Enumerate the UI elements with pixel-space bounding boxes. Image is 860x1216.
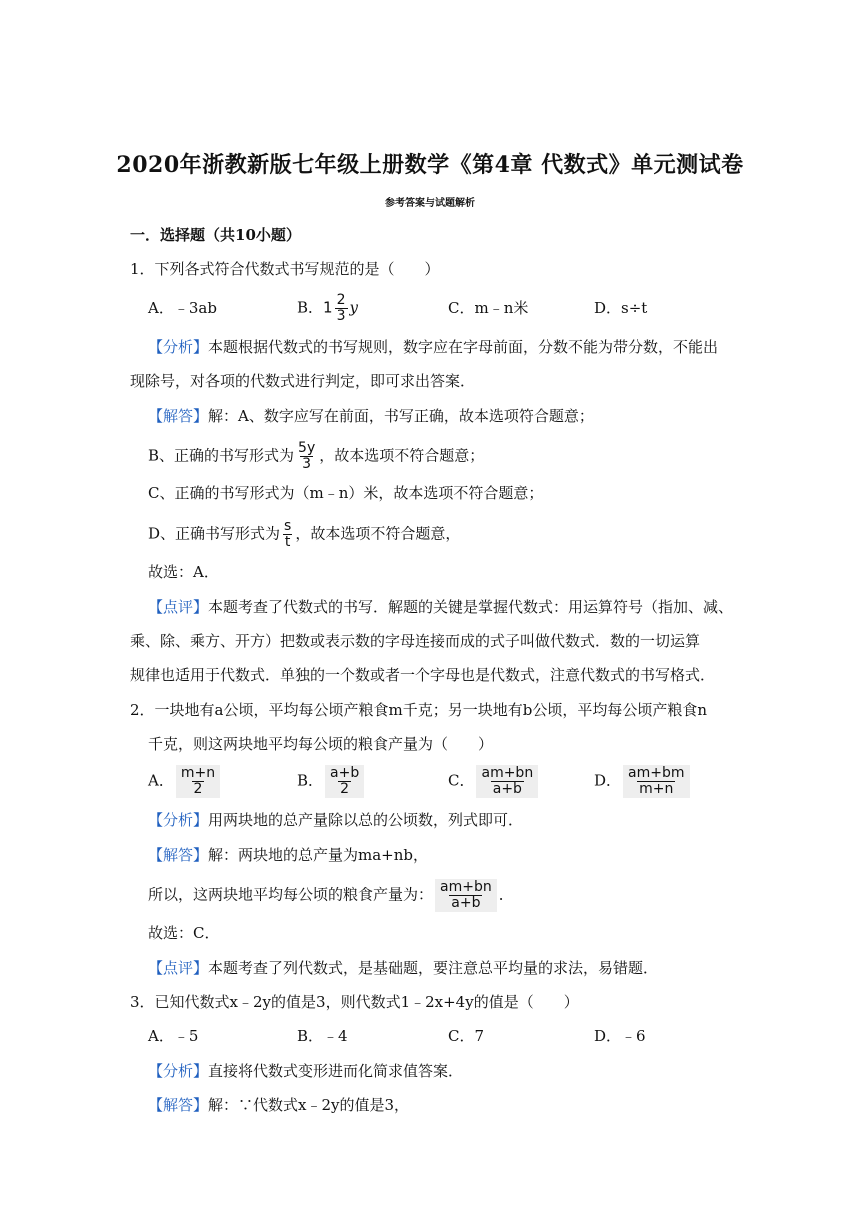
fraction-numerator: s xyxy=(284,518,292,534)
fraction-numerator: m+n xyxy=(180,765,216,781)
q2-option-a xyxy=(148,765,222,798)
q2-answer xyxy=(148,845,428,865)
q2-option-a-label: A． xyxy=(148,771,174,790)
fraction-denominator: 2 xyxy=(193,781,203,797)
answer-text: 解：A、数字应写在前面，书写正确，故本选项符合题意； xyxy=(208,407,594,425)
q2-option-c xyxy=(448,765,540,798)
q1-option-b-variable: y xyxy=(349,298,358,317)
q1-answer-c: C、正确的书写形式为（m﹣n）米，故本选项不符合题意； xyxy=(148,484,544,502)
q1-answer xyxy=(148,406,594,426)
q2-option-c-label: C． xyxy=(448,771,475,790)
q3-analysis xyxy=(148,1061,463,1081)
answer-text: 解：∵代数式x﹣2y的值是3， xyxy=(208,1096,410,1114)
page-title: 2020年浙教新版七年级上册数学《第4章 代数式》单元测试卷 xyxy=(116,152,744,178)
q3-option-c: C．7 xyxy=(448,1027,485,1045)
q2-analysis xyxy=(148,810,523,830)
q1-answer-d xyxy=(148,519,460,550)
answer-result-prefix: 所以，这两块地平均每公顷的粮食产量为： xyxy=(148,885,434,904)
q1-option-b-label: B． xyxy=(297,298,324,317)
comment-text: 本题考查了列代数式，是基础题，要注意总平均量的求法，易错题． xyxy=(208,959,659,977)
analysis-tag: 【分析】 xyxy=(148,1062,209,1080)
fraction-numerator: 5y xyxy=(298,440,316,456)
fraction-numerator: am+bm xyxy=(628,765,685,781)
answer-b-prefix: B、正确的书写形式为 xyxy=(148,446,295,465)
q1-answer-b xyxy=(148,441,484,472)
q3-option-b: B．﹣4 xyxy=(297,1027,348,1045)
analysis-tag: 【分析】 xyxy=(148,811,209,829)
q3-option-d: D．﹣6 xyxy=(594,1027,646,1045)
q2-option-d-label: D． xyxy=(594,771,622,790)
q2-stem: 2．一块地有a公顷，平均每公顷产粮食m千克；另一块地有b公顷，平均每公顷产粮食n xyxy=(130,701,707,719)
q1-option-d: D．s÷t xyxy=(594,299,648,317)
page-subtitle: 参考答案与试题解析 xyxy=(385,198,475,209)
q2-option-c-fraction xyxy=(476,765,538,798)
fraction-denominator: a+b xyxy=(451,895,481,911)
answer-tag: 【解答】 xyxy=(148,407,209,425)
q1-analysis-cont: 现除号，对各项的代数式进行判定，即可求出答案． xyxy=(130,372,476,390)
q3-option-a: A．﹣5 xyxy=(148,1027,199,1045)
fraction-denominator: 3 xyxy=(336,308,346,324)
q1-option-b xyxy=(297,293,358,324)
q2-option-d xyxy=(594,765,692,798)
comment-tag: 【点评】 xyxy=(148,959,209,977)
q1-choose: 故选：A． xyxy=(148,563,219,581)
q2-answer-result xyxy=(148,879,514,912)
answer-d-fraction xyxy=(282,519,293,550)
comment-tag: 【点评】 xyxy=(148,598,209,616)
analysis-text: 直接将代数式变形进而化简求值答案． xyxy=(208,1062,464,1080)
q1-option-b-whole: 1 xyxy=(323,298,333,317)
answer-tag: 【解答】 xyxy=(148,846,209,864)
section-heading: 一．选择题（共10小题） xyxy=(130,226,301,244)
q2-option-b-fraction xyxy=(325,765,364,798)
fraction-denominator: t xyxy=(284,534,291,550)
q1-comment-cont-1: 乘、除、乘方、开方）把数或表示数的字母连接而成的式子叫做代数式．数的一切运算 xyxy=(130,632,701,650)
q1-option-c: C．m﹣n米 xyxy=(448,299,529,317)
fraction-numerator: am+bn xyxy=(481,765,534,781)
answer-result-suffix: ． xyxy=(498,885,514,904)
answer-d-prefix: D、正确书写形式为 xyxy=(148,524,281,543)
fraction-denominator: a+b xyxy=(492,781,522,797)
q2-option-b xyxy=(297,765,366,798)
analysis-text: 本题根据代数式的书写规则，数字应在字母前面，分数不能为带分数，不能出 xyxy=(208,338,719,356)
q2-option-d-fraction xyxy=(623,765,689,798)
fraction-numerator: 2 xyxy=(336,292,346,308)
answer-b-fraction xyxy=(296,441,317,472)
answer-tag: 【解答】 xyxy=(148,1096,209,1114)
fraction-numerator: a+b xyxy=(330,765,360,781)
fraction-denominator: 3 xyxy=(302,456,312,472)
q2-option-a-fraction xyxy=(176,765,220,798)
analysis-tag: 【分析】 xyxy=(148,338,209,356)
q1-option-a: A．﹣3ab xyxy=(148,299,217,317)
fraction-numerator: am+bn xyxy=(440,879,492,895)
q2-choose: 故选：C． xyxy=(148,924,220,942)
q3-stem: 3．已知代数式x﹣2y的值是3，则代数式1﹣2x+4y的值是（ ） xyxy=(130,993,579,1011)
q1-option-b-fraction xyxy=(335,293,348,324)
q2-stem-cont: 千克，则这两块地平均每公顷的粮食产量为（ ） xyxy=(148,735,494,753)
q1-comment-cont-2: 规律也适用于代数式．单独的一个数或者一个字母也是代数式，注意代数式的书写格式． xyxy=(130,666,716,684)
q2-comment xyxy=(148,958,658,978)
fraction-denominator: 2 xyxy=(340,781,350,797)
q2-option-b-label: B． xyxy=(297,771,324,790)
analysis-text: 用两块地的总产量除以总的公顷数，列式即可． xyxy=(208,811,524,829)
answer-d-suffix: ，故本选项不符合题意， xyxy=(295,524,461,543)
q1-stem: 1．下列各式符合代数式书写规范的是（ ） xyxy=(130,260,440,278)
q3-answer xyxy=(148,1095,409,1115)
q1-comment xyxy=(148,597,733,617)
answer-text: 解：两块地的总产量为ma+nb， xyxy=(208,846,429,864)
q1-analysis xyxy=(148,337,718,357)
answer-b-suffix: ，故本选项不符合题意； xyxy=(319,446,485,465)
answer-result-fraction xyxy=(435,879,497,912)
comment-text: 本题考查了代数式的书写．解题的关键是掌握代数式：用运算符号（指加、减、 xyxy=(208,598,734,616)
fraction-denominator: m+n xyxy=(639,781,674,797)
